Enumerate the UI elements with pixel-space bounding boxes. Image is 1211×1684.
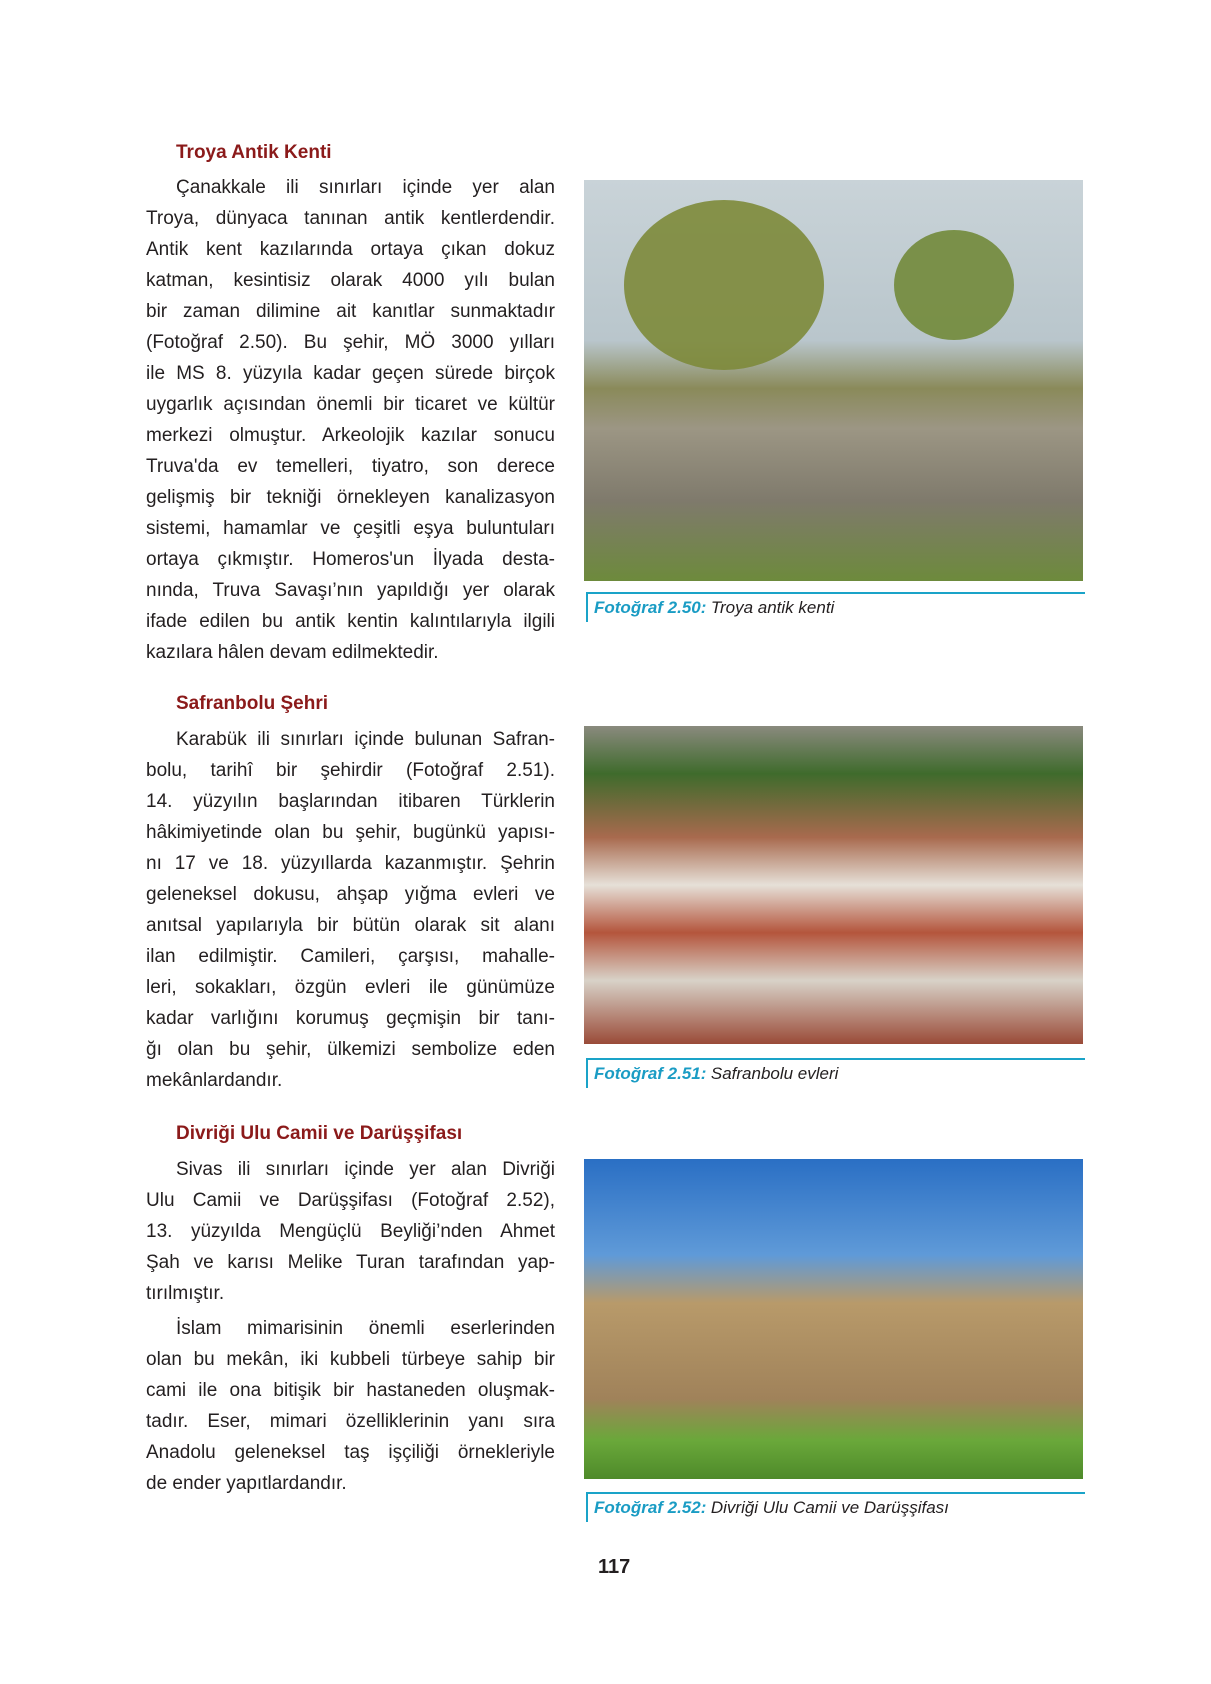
photo-divrigi (584, 1159, 1083, 1479)
heading-troya: Troya Antik Kenti (176, 142, 332, 163)
paragraph-safranbolu (146, 724, 555, 1096)
text-line: geleneksel dokusu, ahşap yığma evleri ve (146, 884, 555, 905)
text-line: hâkimiyetinde olan bu şehir, bugünkü yapısı- (146, 822, 555, 843)
text-line: sistemi, hamamlar ve çeşitli eşya buluntuları (146, 518, 555, 539)
caption-safranbolu (586, 1058, 1085, 1088)
text-line: Ulu Camii ve Darüşşifası (Fotoğraf 2.52), (146, 1190, 555, 1211)
text-line: kadar varlığını korumuş geçmişin bir tanı- (146, 1008, 555, 1029)
text-line: de ender yapıtlardandır. (146, 1473, 347, 1494)
text-line: nında, Truva Savaşı’nın yapıldığı yer olarak (146, 580, 555, 601)
text-line: ilan edilmiştir. Camileri, çarşısı, mahalle- (146, 946, 555, 967)
text-line: leri, sokakları, özgün evleri ile günümüze (146, 977, 555, 998)
text-line: mekânlardandır. (146, 1070, 283, 1091)
text-line: 13. yüzyılda Mengüçlü Beyliği’nden Ahmet (146, 1221, 555, 1242)
text-line: merkezi olmuştur. Arkeolojik kazılar sonucu (146, 425, 555, 446)
text-line: olan bu mekân, iki kubbeli türbeye sahip bir (146, 1349, 555, 1370)
caption-label: Fotoğraf 2.50: (594, 598, 707, 617)
text-line: Anadolu geleneksel taş işçiliği örnekleriyle (146, 1442, 555, 1463)
caption-text: Troya antik kenti (710, 598, 835, 617)
text-line: nı 17 ve 18. yüzyıllarda kazanmıştır. Şehrin (146, 853, 555, 874)
heading-safranbolu: Safranbolu Şehri (176, 693, 329, 714)
caption-label: Fotoğraf 2.52: (594, 1498, 707, 1517)
text-line: bolu, tarihî bir şehirdir (Fotoğraf 2.51). (146, 760, 555, 781)
caption-label: Fotoğraf 2.51: (594, 1064, 707, 1083)
text-line: Çanakkale ili sınırları içinde yer alan (176, 177, 555, 198)
text-line: Sivas ili sınırları içinde yer alan Divriği (176, 1159, 555, 1180)
photo-troya (584, 180, 1083, 581)
page-number: 117 (598, 1556, 631, 1578)
text-line: Şah ve karısı Melike Turan tarafından yap- (146, 1252, 555, 1273)
heading-divrigi: Divriği Ulu Camii ve Darüşşifası (176, 1123, 463, 1144)
caption-divrigi (586, 1492, 1085, 1522)
caption-text: Safranbolu evleri (710, 1064, 839, 1083)
text-line: cami ile ona bitişik bir hastaneden oluşmak- (146, 1380, 555, 1401)
text-line: gelişmiş bir tekniği örnekleyen kanalizasyon (146, 487, 555, 508)
text-line: ortaya çıkmıştır. Homeros'un İlyada desta- (146, 549, 555, 570)
text-line: tırılmıştır. (146, 1283, 225, 1304)
text-line: Truva'da ev temelleri, tiyatro, son derece (146, 456, 555, 477)
text-line: Karabük ili sınırları içinde bulunan Safran- (176, 729, 555, 750)
caption-text: Divriği Ulu Camii ve Darüşşifası (710, 1498, 949, 1517)
text-line: kazılara hâlen devam edilmektedir. (146, 642, 439, 663)
text-line: Antik kent kazılarında ortaya çıkan dokuz (146, 239, 555, 260)
text-line: Troya, dünyaca tanınan antik kentlerdendir. (146, 208, 555, 229)
text-line: tadır. Eser, mimari özelliklerinin yanı sıra (146, 1411, 555, 1432)
paragraph-troya (146, 172, 555, 668)
photo-safranbolu (584, 726, 1083, 1044)
text-line: İslam mimarisinin önemli eserlerinden (176, 1318, 555, 1339)
text-line: bir zaman dilimine ait kanıtlar sunmaktadır (146, 301, 555, 322)
text-line: 14. yüzyılın başlarından itibaren Türklerin (146, 791, 555, 812)
text-line: ifade edilen bu antik kentin kalıntılarıyla ilgili (146, 611, 555, 632)
text-line: uygarlık açısından önemli bir ticaret ve kültür (146, 394, 555, 415)
text-line: katman, kesintisiz olarak 4000 yılı bulan (146, 270, 555, 291)
text-line: (Fotoğraf 2.50). Bu şehir, MÖ 3000 yılları (146, 332, 555, 353)
caption-troya (586, 592, 1085, 622)
paragraph-divrigi (146, 1154, 555, 1499)
text-line: ile MS 8. yüzyıla kadar geçen sürede birçok (146, 363, 555, 384)
text-line: ğı olan bu şehir, ülkemizi sembolize eden (146, 1039, 555, 1060)
text-line: anıtsal yapılarıyla bir bütün olarak sit alanı (146, 915, 555, 936)
